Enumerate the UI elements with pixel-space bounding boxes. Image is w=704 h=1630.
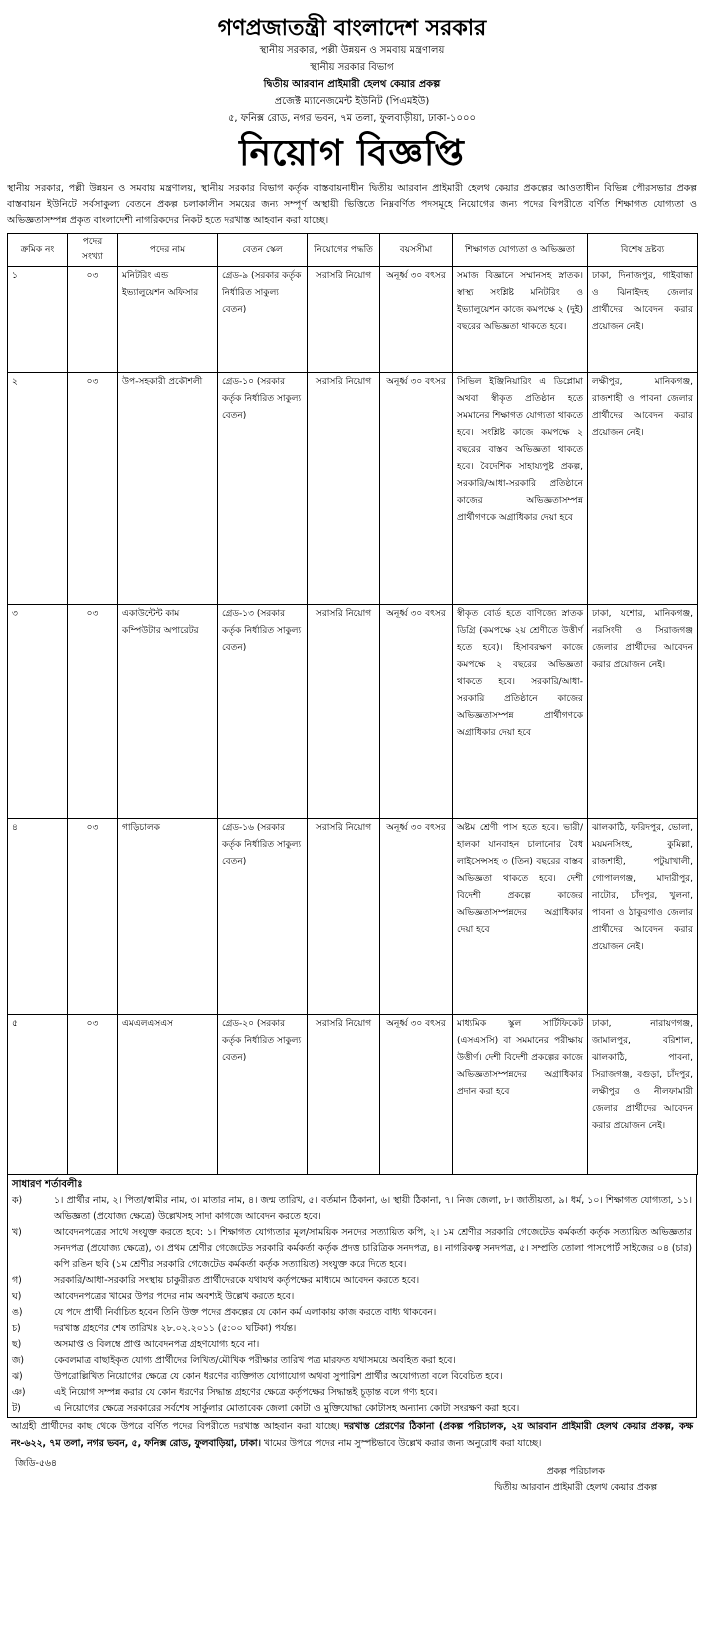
age-cell: অনূর্ধ্ব ৩০ বৎসর <box>380 1015 453 1175</box>
note-cell: ঢাকা, যশোর, মানিকগঞ্জ, নরসিংদী ও সিরাজগঞ্জ জেলার প্রার্থীদের আবেদন করার প্রয়োজন নেই। <box>588 605 698 819</box>
age-cell: অনূর্ধ্ব ৩০ বৎসর <box>380 267 453 373</box>
address-line: ৫, ফনিক্স রোড, নগর ভবন, ৭ম তলা, ফুলবাড়ীয়া, ঢাকা-১০০০ <box>227 113 477 124</box>
term-label: ঙ) <box>12 1307 23 1318</box>
project-line: দ্বিতীয় আরবান প্রাইমারী হেলথ কেয়ার প্রকল্প <box>263 79 441 90</box>
closing-paragraph <box>7 1418 697 1452</box>
term-text: যে পদে প্রার্থী নির্বাচিত হবেন তিনি উক্ত পদের প্রকল্পের যে কোন কর্ম এলাকায় কাজ করতে বাধ্য থাকবেন। <box>54 1307 437 1318</box>
pay-cell: গ্রেড-২০ (সরকার কর্তৃক নির্ধারিত সাকুল্য বেতন) <box>218 1015 308 1175</box>
pay-cell: গ্রেড-১৩ (সরকার কর্তৃক নির্ধারিত সাকুল্য বেতন) <box>218 605 308 819</box>
table-row <box>8 267 698 373</box>
qualification-cell: স্বীকৃত বোর্ড হতে বাণিজ্যে স্নাতক ডিগ্রি (কমপক্ষে ২য় শ্রেণীতে উত্তীর্ণ হতে হবে)। হিসাবরক্ষণ কাজে কমপক্ষে ২ বছরের অভিজ্ঞতা থাকতে হবে। সরকারি/আধা-সরকারি প্রতিষ্ঠানে কাজের অভিজ্ঞতাসম্পন্ন প্রার্থীগণকে অগ্রাধিকার দেয়া হবে <box>453 605 588 819</box>
unit-line: প্রজেক্ট ম্যানেজমেন্ট ইউনিট (পিএমইউ) <box>274 96 430 107</box>
header-count: পদের সংখ্যা <box>68 234 118 267</box>
jobs-table <box>7 233 698 1175</box>
count-cell: ০৩ <box>68 267 118 373</box>
age-cell: অনূর্ধ্ব ৩০ বৎসর <box>380 819 453 1015</box>
term-label: জ) <box>12 1355 24 1366</box>
reference-number: জিডি-৫৬৪ <box>15 1458 57 1469</box>
header-method: নিয়োগের পদ্ধতি <box>308 234 380 267</box>
age-cell: অনূর্ধ্ব ৩০ বৎসর <box>380 605 453 819</box>
pay-cell: গ্রেড-৯ (সরকার কর্তৃক নির্ধারিত সাকুল্য বেতন) <box>218 267 308 373</box>
term-item <box>12 1353 692 1369</box>
method-cell: সরাসরি নিয়োগ <box>308 373 380 605</box>
note-cell: ঢাকা, নারায়ণগঞ্জ, জামালপুর, বরিশাল, ঝালকাঠি, পাবনা, সিরাজগঞ্জ, বগুড়া, চাঁদপুর, লক্ষীপুর ও নীলফামারী জেলার প্রার্থীদের আবেদন করার প্রয়োজন নেই। <box>588 1015 698 1175</box>
age-cell: অনূর্ধ্ব ৩০ বৎসর <box>380 373 453 605</box>
serial-cell: ১ <box>8 267 68 373</box>
general-terms <box>7 1175 697 1418</box>
term-label: ট) <box>12 1403 21 1414</box>
header-qualification: শিক্ষাগত যোগ্যতা ও অভিজ্ঞতা <box>453 234 588 267</box>
header-serial: ক্রমিক নং <box>8 234 68 267</box>
header <box>7 0 697 179</box>
term-item <box>12 1273 692 1289</box>
count-cell: ০৩ <box>68 373 118 605</box>
closing-after: খামের উপরে পদের নাম সুস্পষ্টভাবে উল্লেখ করার জন্য অনুরোধ করা যাচ্ছে। <box>260 1438 542 1449</box>
term-text: আবেদনপত্রের সাথে সংযুক্ত করতে হবে: ১। শিক্ষাগত যোগ্যতার মূল/সাময়িক সনদের সত্যায়িত কপি, ২। ১ম শ্রেণীর সরকারি গেজেটেড কর্মকর্তা কর্তৃক সত্যায়িত অভিজ্ঞতার সনদপত্র (প্রযোজ্য ক্ষেত্রে), ৩। প্রথম শ্রেণীর গেজেটেড সরকারি কর্মকর্তা কর্তৃক প্রদত্ত চারিত্রিক সনদপত্র, ৪। নাগরিকত্ব সনদপত্র, ৫। সম্প্রতি তোলা পাসপোর্ট সাইজের ০৪ (চার) কপি রঙিন ছবি (১ম শ্রেণীর সরকারি গেজেটেড কর্মকর্তা কর্তৃক সত্যায়িত) সংযুক্ত করে দিতে হবে। <box>54 1227 692 1270</box>
serial-cell: ৪ <box>8 819 68 1015</box>
header-post: পদের নাম <box>118 234 218 267</box>
method-cell: সরাসরি নিয়োগ <box>308 819 380 1015</box>
term-item <box>12 1193 692 1225</box>
division-line: স্থানীয় সরকার বিভাগ <box>310 62 394 73</box>
method-cell: সরাসরি নিয়োগ <box>308 267 380 373</box>
term-text: অসমাপ্ত ও বিলম্বে প্রাপ্ত আবেদনপত্র গ্রহণযোগ্য হবে না। <box>54 1339 260 1350</box>
term-label: ঝ) <box>12 1371 23 1382</box>
note-cell: লক্ষীপুর, মানিকগঞ্জ, রাজশাহী ও পাবনা জেলার প্রার্থীদের আবেদন করার প্রয়োজন নেই। <box>588 373 698 605</box>
terms-title: সাধারণ শর্তাবলীঃ <box>12 1179 83 1190</box>
note-cell: ঝালকাঠি, ফরিদপুর, ভোলা, ময়মনসিংহ, কুমিল্লা, রাজশাহী, পটুয়াখালী, গোপালগঞ্জ, মাদারীপুর, নাটোর, চাঁদপুর, খুলনা, পাবনা ও ঠাকুরগাও জেলার প্রার্থীদের আবেদন করার প্রয়োজন নেই। <box>588 819 698 1015</box>
term-text: দরখাস্ত গ্রহণের শেষ তারিখঃ ২৮.০২.২০১১ (৫:০০ ঘটিকা) পর্যন্ত। <box>54 1323 297 1334</box>
term-item <box>12 1385 692 1401</box>
count-cell: ০৩ <box>68 819 118 1015</box>
closing-before: আগ্রহী প্রার্থীদের কাছ থেকে উপরে বর্ণিত পদের বিপরীতে দরখাস্ত আহবান করা যাচ্ছে। <box>11 1421 345 1432</box>
post-cell: এমএলএসএস <box>118 1015 218 1175</box>
term-item <box>12 1305 692 1321</box>
header-note: বিশেষ দ্রষ্টব্য <box>588 234 698 267</box>
header-pay: বেতন স্কেল <box>218 234 308 267</box>
term-label: চ) <box>12 1323 21 1334</box>
term-item <box>12 1225 692 1273</box>
method-cell: সরাসরি নিয়োগ <box>308 1015 380 1175</box>
term-item <box>12 1337 692 1353</box>
term-label: ক) <box>12 1195 23 1206</box>
term-text: কেবলমাত্র বাছাইকৃত যোগ্য প্রার্থীদের লিখিত/মৌখিক পরীক্ষার তারিখ পত্র মারফত যথাসময়ে অবহিত করা হবে। <box>54 1355 456 1366</box>
term-text: উপরোল্লিখিত নিয়োগের ক্ষেত্রে যে কোন ধরণের ব্যক্তিগত যোগাযোগ অথবা সুপারিশ প্রার্থীর অযোগ্যতা বলে বিবেচিত হবে। <box>54 1371 503 1382</box>
term-text: এ নিয়োগের ক্ষেত্রে সরকারের সর্বশেষ সার্কুলার মোতাবেক জেলা কোটা ও মুক্তিযোদ্ধা কোটাসহ অন্যান্য কোটা সংরক্ষণ করা হবে। <box>54 1403 520 1414</box>
term-label: ঞ) <box>12 1387 26 1398</box>
table-row <box>8 819 698 1015</box>
qualification-cell: সমাজ বিজ্ঞানে সম্মানসহ স্নাতক। স্বাস্থ্য সংশ্লিষ্ট মনিটরিং ও ইভ্যালুয়েশন কাজে কমপক্ষে ২ (দুই) বছরের অভিজ্ঞতা থাকতে হবে। <box>453 267 588 373</box>
pay-cell: গ্রেড-১০ (সরকার কর্তৃক নির্ধারিত সাকুল্য বেতন) <box>218 373 308 605</box>
post-cell: একাউন্টেন্ট কাম কম্পিউটার অপারেটর <box>118 605 218 819</box>
header-age: বয়সসীমা <box>380 234 453 267</box>
ministry-line: স্থানীয় সরকার, পল্লী উন্নয়ন ও সমবায় মন্ত্রণালয় <box>259 45 445 56</box>
signature-org: দ্বিতীয় আরবান প্রাইমারী হেলথ কেয়ার প্রকল্প <box>494 1482 657 1493</box>
term-item <box>12 1321 692 1337</box>
term-label: ছ) <box>12 1339 22 1350</box>
term-text: এই নিয়োগ সম্পন্ন করার যে কোন ধরণের সিদ্ধান্ত গ্রহণের ক্ষেত্রে কর্তৃপক্ষের সিদ্ধান্তই চূড়ান্ত বলে গণ্য হবে। <box>54 1387 438 1398</box>
table-row <box>8 1015 698 1175</box>
signature-title: প্রকল্প পরিচালক <box>546 1466 605 1477</box>
table-row <box>8 605 698 819</box>
intro-paragraph: স্থানীয় সরকার, পল্লী উন্নয়ন ও সমবায় মন্ত্রণালয়, স্থানীয় সরকার বিভাগ কর্তৃক বাস্তবায়নাধীন দ্বিতীয় আরবান প্রাইমারী হেলথ কেয়ার প্রকল্পের আওতাধীন বিভিন্ন পৌরসভার প্রকল্প বাস্তবায়ন ইউনিটে সর্বসাকুল্য বেতনে প্রকল্প চলাকালীন সময়ের জন্য সম্পূর্ণ অস্থায়ী ভিত্তিতে নিম্নবর্ণিত পদসমূহে নিয়োগের জন্য পদের বিপরীতে বর্ণিত শিক্ষাগত যোগ্যতা ও অভিজ্ঞতাসম্পন্ন প্রকৃত বাংলাদেশী নাগরিকদের নিকট হতে দরখাস্ত আহবান করা যাচ্ছে। <box>7 183 697 226</box>
term-label: ঘ) <box>12 1291 22 1302</box>
post-cell: উপ-সহকারী প্রকৌশলী <box>118 373 218 605</box>
table-header-row <box>8 234 698 267</box>
post-cell: গাড়িচালক <box>118 819 218 1015</box>
application-address: দরখাস্ত প্রেরণের ঠিকানা (প্রকল্প পরিচালক, ২য় আরবান প্রাইমারী হেলথ কেয়ার প্রকল্প, কক্ষ নং-৬২২, ৭ম তলা, নগর ভবন, ৫, ফনিক্স রোড, ফুলবাড়িয়া, ঢাকা। <box>11 1421 693 1449</box>
term-item <box>12 1369 692 1385</box>
serial-cell: ২ <box>8 373 68 605</box>
qualification-cell: অষ্টম শ্রেণী পাস হতে হবে। ভারী/হালকা যানবাহন চালানোর বৈধ লাইসেন্সসহ ৩ (তিন) বছরের বাস্তব অভিজ্ঞতা থাকতে হবে। দেশী বিদেশী প্রকল্পে কাজের অভিজ্ঞতাসম্পন্নদের অগ্রাধিকার দেয়া হবে <box>453 819 588 1015</box>
qualification-cell: মাধ্যমিক স্কুল সার্টিফিকেট (এসএসসি) বা সমমানের পরীক্ষায় উত্তীর্ণ। দেশী বিদেশী প্রকল্পের কাজে অভিজ্ঞতাসম্পন্নদের অগ্রাধিকার প্রদান করা হবে <box>453 1015 588 1175</box>
serial-cell: ৫ <box>8 1015 68 1175</box>
qualification-cell: সিভিল ইঞ্জিনিয়ারিং এ ডিপ্লোমা অথবা স্বীকৃত প্রতিষ্ঠান হতে সমমানের শিক্ষাগত যোগ্যতা থাকতে হবে। সংশ্লিষ্ট কাজে কমপক্ষে ২ বছরের বাস্তব অভিজ্ঞতা থাকতে হবে। বৈদেশিক সাহায্যপুষ্ট প্রকল্প, সরকারি/আধা-সরকারি প্রতিষ্ঠানে কাজের অভিজ্ঞতাসম্পন্ন প্রার্থীগণকে অগ্রাধিকার দেয়া হবে <box>453 373 588 605</box>
term-text: আবেদনপত্রের খামের উপর পদের নাম অবশ্যই উল্লেখ করতে হবে। <box>54 1291 295 1302</box>
note-cell: ঢাকা, দিনাজপুর, গাইবান্ধা ও ঝিনাইদহ জেলার প্রার্থীদের আবেদন করার প্রয়োজন নেই। <box>588 267 698 373</box>
table-row <box>8 373 698 605</box>
notice-title: নিয়োগ বিজ্ঞপ্তি <box>239 132 465 174</box>
government-title: গণপ্রজাতন্ত্রী বাংলাদেশ সরকার <box>217 15 487 41</box>
term-item <box>12 1401 692 1417</box>
signature-block <box>494 1464 657 1496</box>
term-label: খ) <box>12 1227 22 1238</box>
method-cell: সরাসরি নিয়োগ <box>308 605 380 819</box>
pay-cell: গ্রেড-১৬ (সরকার কর্তৃক নির্ধারিত সাকুল্য বেতন) <box>218 819 308 1015</box>
signature-area <box>7 1452 697 1496</box>
count-cell: ০৩ <box>68 1015 118 1175</box>
term-item <box>12 1289 692 1305</box>
term-label: গ) <box>12 1275 22 1286</box>
term-text: ১। প্রার্থীর নাম, ২। পিতা/স্বামীর নাম, ৩। মাতার নাম, ৪। জন্ম তারিখ, ৫। বর্তমান ঠিকানা, ৬। স্থায়ী ঠিকানা, ৭। নিজ জেলা, ৮। জাতীয়তা, ৯। ধর্ম, ১০। শিক্ষাগত যোগ্যতা, ১১। অভিজ্ঞতা (প্রযোজ্য ক্ষেত্রে) উল্লেখসহ সাদা কাগজে আবেদন করতে হবে। <box>54 1195 692 1222</box>
post-cell: মনিটরিং এন্ড ইভ্যালুয়েশন অফিসার <box>118 267 218 373</box>
term-text: সরকারি/আধা-সরকারি সংস্থায় চাকুরীরত প্রার্থীদেরকে যথাযথ কর্তৃপক্ষের মাধ্যমে আবেদন করতে হবে। <box>54 1275 420 1286</box>
count-cell: ০৩ <box>68 605 118 819</box>
serial-cell: ৩ <box>8 605 68 819</box>
